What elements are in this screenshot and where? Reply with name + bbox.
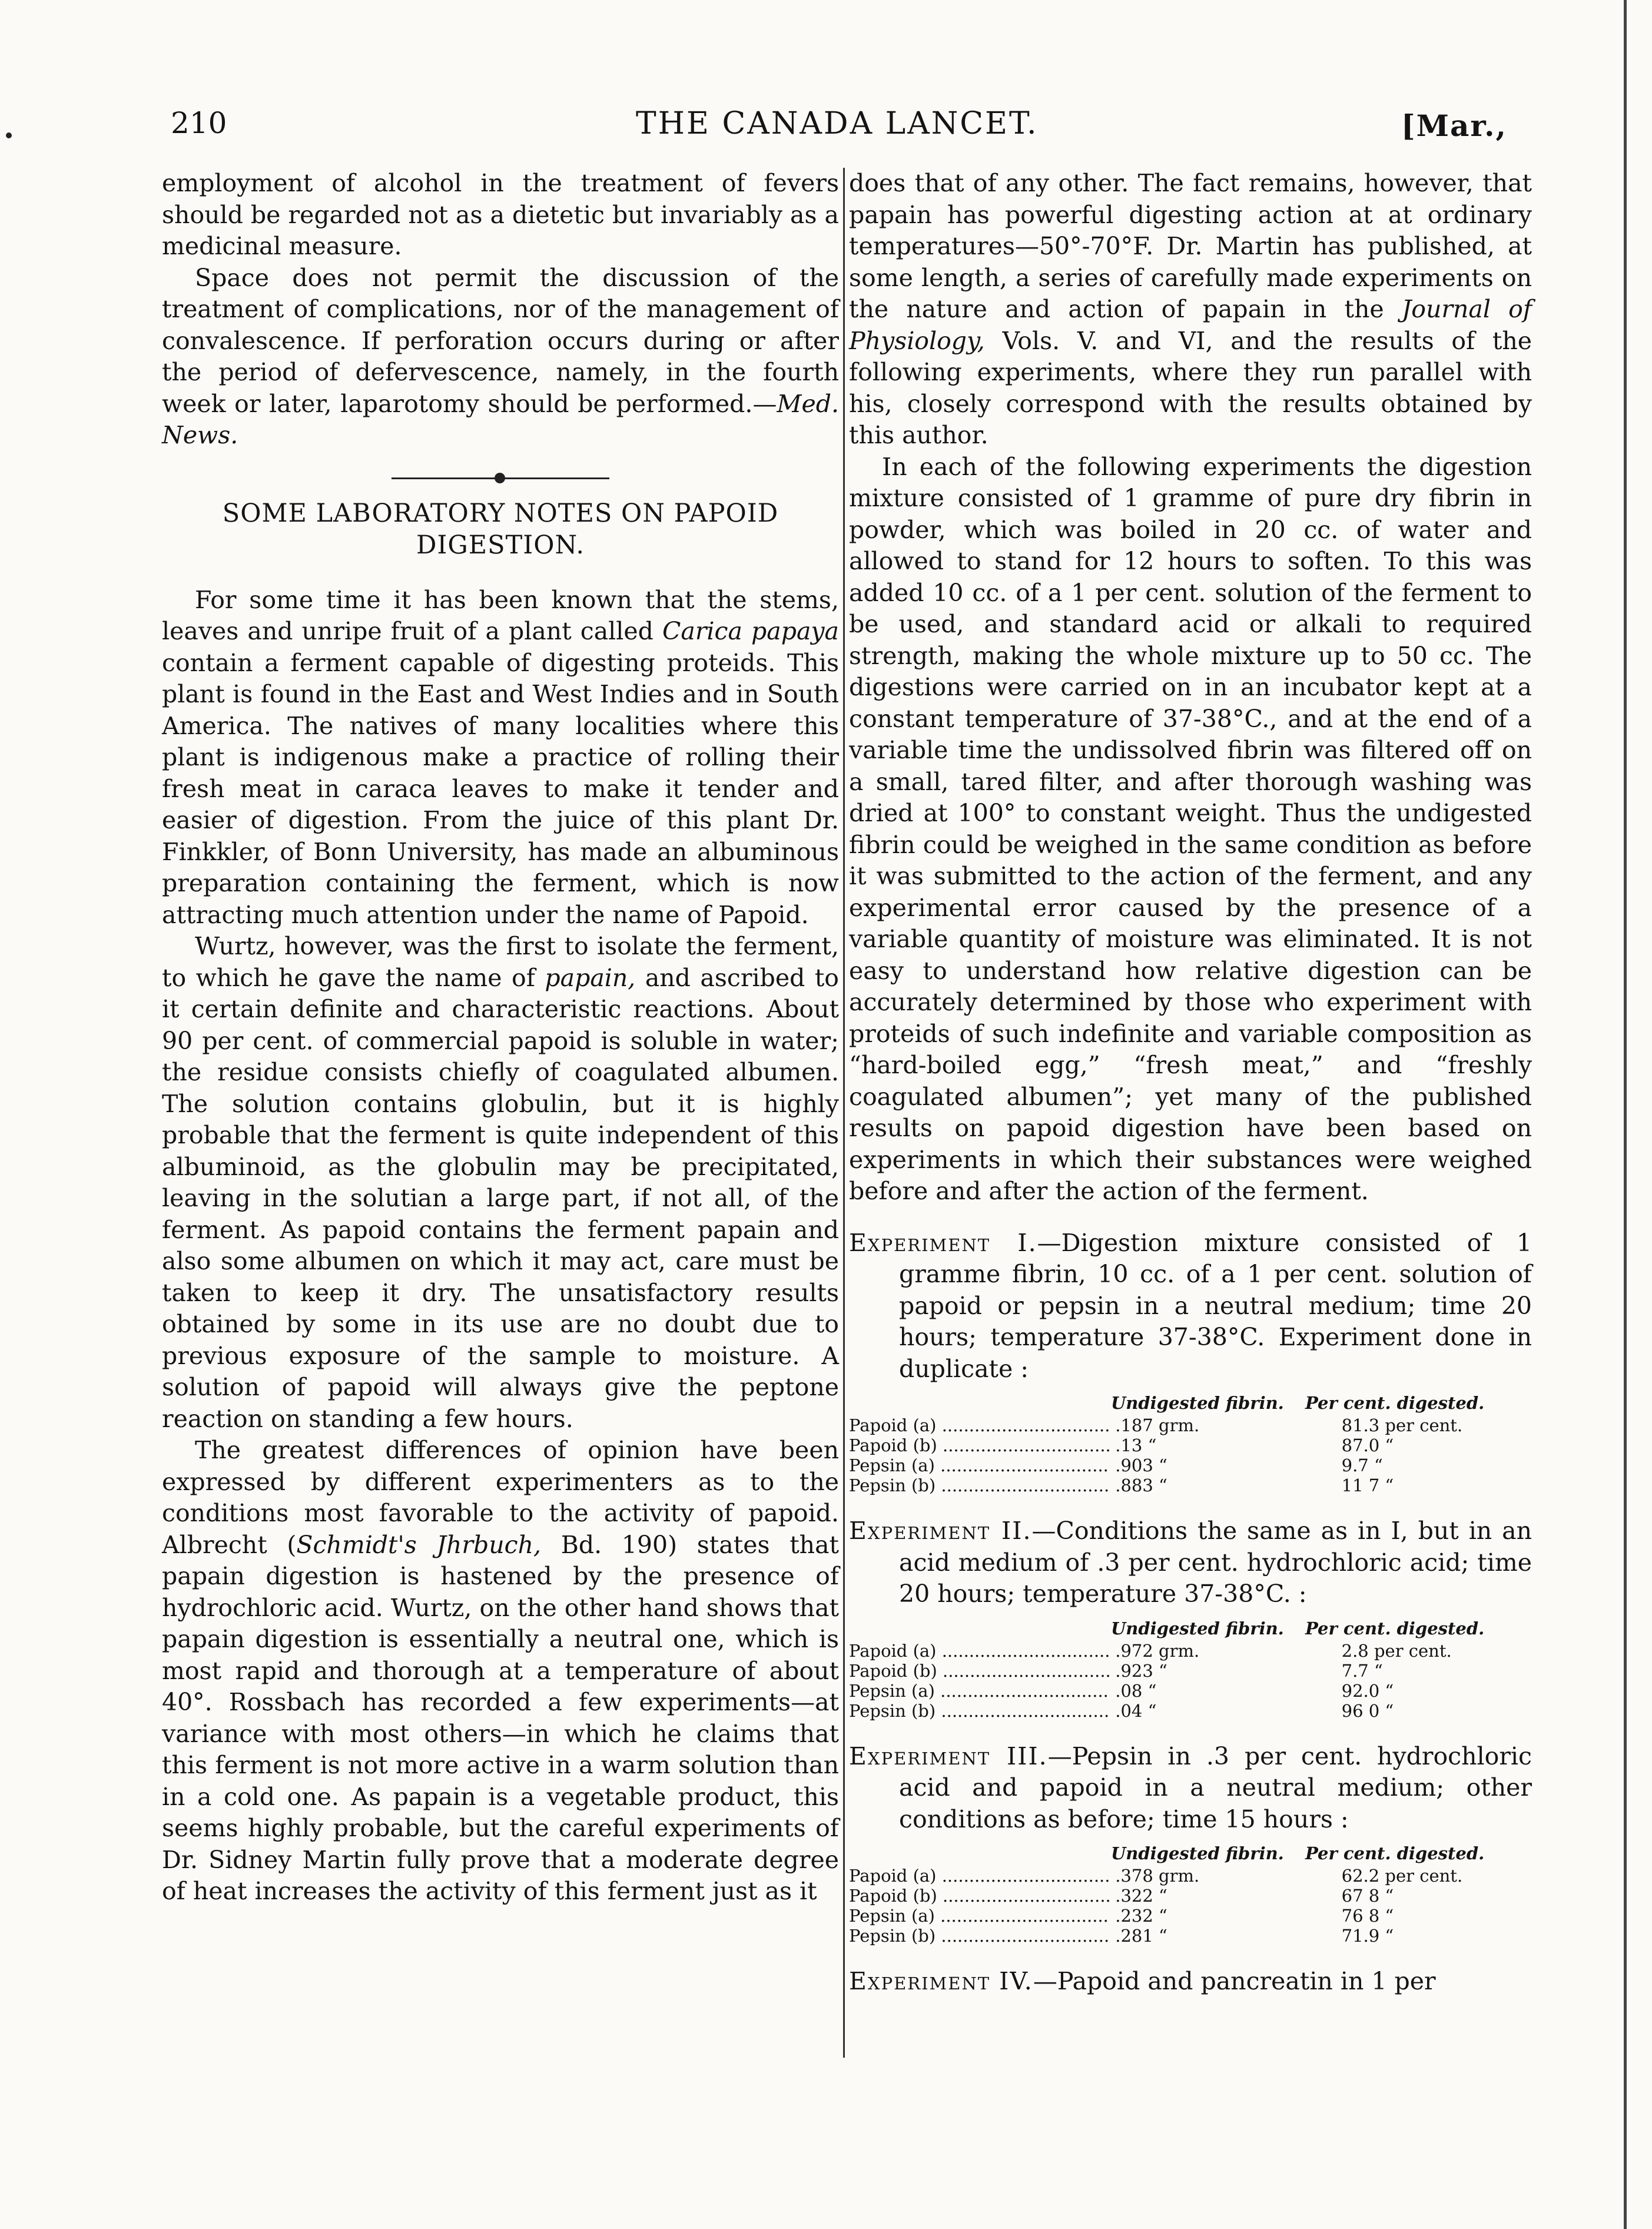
page-edge-rule	[1624, 0, 1627, 2229]
article-heading: SOME LABORATORY NOTES ON PAPOID DIGESTION.	[222, 498, 779, 560]
issue-month: [Mar.,	[1401, 108, 1507, 143]
ornamental-rule	[162, 466, 839, 489]
table-row: Papoid (b) ..... .13 “ 87.0 “	[849, 1435, 1532, 1455]
results-table	[849, 1393, 1532, 1495]
table-row: Pepsin (b) ..... .04 “ 96 0 “	[849, 1701, 1532, 1721]
table-row: Pepsin (b) ..... .883 “ 11 7 “	[849, 1475, 1532, 1495]
table-header: Undigested fibrin. Per cent. digested.	[1111, 1618, 1485, 1638]
column-divider	[843, 168, 845, 2058]
table-header: Undigested fibrin. Per cent. digested.	[1111, 1843, 1485, 1863]
experiment-heading: Experiment III.—Pepsin in .3 per cent. hydrochloric acid and papoid in a neutral medium; other conditions as before; time 15 hours :	[849, 1742, 1532, 1833]
results-table	[849, 1618, 1532, 1721]
table-header: Undigested fibrin. Per cent. digested.	[1111, 1393, 1485, 1413]
page-number: 210	[171, 106, 227, 140]
experiment-heading: Experiment II.—Conditions the same as in I, but in an acid medium of .3 per cent. hydrochloric acid; time 20 hours; temperature 37-38°C. :	[849, 1517, 1532, 1608]
paragraph: Wurtz, however, was the first to isolate the ferment, to which he gave the name of papain, and ascribed to it certain definite and characteristic reactions. About 90 per cent. of commercial papoid is soluble in water; the residue consists chiefly of coagulated albumen. The solution contains globulin, but it is highly probable that the ferment is quite independent of this albuminoid, as the globulin may be precipitated, leaving in the solutian a large part, if not all, of the ferment. As papoid contains the ferment papain and also some albumen on which it may act, care must be taken to keep it dry. The unsatisfactory results obtained by some in its use are no doubt due to previous exposure of the sample to moisture. A solution of papoid will always give the peptone reaction on standing a few hours.	[162, 932, 839, 1433]
paragraph: For some time it has been known that the stems, leaves and unripe fruit of a plant called Carica papaya contain a ferment capable of digesting proteids. This plant is found in the East and West Indies and in South America. The natives of many localities where this plant is indigenous make a practice of rolling their fresh meat in caraca leaves to make it tender and easier of digestion. From the juice of this plant Dr. Finkkler, of Bonn University, has made an albuminous preparation containing the ferment, which is now attracting much attention under the name of Papoid.	[162, 585, 840, 929]
table-row: Pepsin (b) ..... .281 “ 71.9 “	[849, 1926, 1532, 1946]
paragraph: Space does not permit the discussion of the treatment of complications, nor of the management of convalescence. If perforation occurs during or after the period of defervescence, namely, in the fourth week or later, laparotomy should be performed.—Med. News.	[162, 263, 839, 449]
table-row: Papoid (b) ..... .322 “ 67 8 “	[849, 1886, 1532, 1906]
paragraph: The greatest differences of opinion have been expressed by different experimenters as to the conditions most favorable to the activity of papoid. Albrecht (Schmidt's Jhrbuch, Bd. 190) states that papain digestion is hastened by the presence of hydrochloric acid. Wurtz, on the other hand shows that papain digestion is essentially a neutral one, which is most rapid and thorough at a temperature of about 40°. Rossbach has recorded a few experiments—at variance with most others—in which he claims that this ferment is not more active in a warm solution than in a cold one. As papain is a vegetable product, this seems highly probable, but the careful experiments of Dr. Sidney Martin fully prove that a moderate degree of heat increases the activity of this ferment just as it	[162, 1436, 839, 1905]
journal-title: THE CANADA LANCET.	[636, 106, 1039, 141]
paragraph: employment of alcohol in the treatment of fevers should be regarded not as a dietetic but invariably as a medicinal measure.	[162, 169, 839, 260]
table-row: Pepsin (a) ..... .232 “ 76 8 “	[849, 1906, 1532, 1926]
table-row: Pepsin (a) ..... .903 “ 9.7 “	[849, 1455, 1532, 1475]
table-row: Papoid (b) ..... .923 “ 7.7 “	[849, 1661, 1532, 1681]
running-header	[0, 106, 1652, 153]
experiment-heading: Experiment I.—Digestion mixture consisted of 1 gramme fibrin, 10 cc. of a 1 per cent. solution of papoid or pepsin in a neutral medium; time 20 hours; temperature 37-38°C. Experiment done in duplicate :	[849, 1228, 1532, 1383]
experiment-heading: Experiment IV.—Papoid and pancreatin in 1 per	[849, 1967, 1436, 1995]
left-column	[162, 168, 839, 1908]
table-row: Papoid (a) ..... .187 grm. 81.3 per cent.	[849, 1415, 1532, 1435]
paragraph: In each of the following experiments the digestion mixture consisted of 1 gramme of pure dry fibrin in powder, which was boiled in 20 cc. of water and allowed to stand for 12 hours to soften. To this was added 10 cc. of a 1 per cent. solution of the ferment to be used, and standard acid or alkali to required strength, making the whole mixture up to 50 cc. The digestions were carried on in an incubator kept at a constant temperature of 37-38°C., and at the end of a variable time the undissolved fibrin was filtered off on a small, tared filter, and after thorough washing was dried at 100° to constant weight. Thus the undigested fibrin could be weighed in the same condition as before it was submitted to the action of the ferment, and any experimental error caused by the presence of a variable quantity of moisture was eliminated. It is not easy to understand how relative digestion can be accurately determined by those who experiment with proteids of such indefinite and variable composition as “hard-boiled egg,” “fresh meat,” and “freshly coagulated albumen”; yet many of the published results on papoid digestion have been based on experiments in which their substances were weighed before and after the action of the ferment.	[849, 452, 1532, 1205]
paragraph: does that of any other. The fact remains, however, that papain has powerful digesting action at at ordinary temperatures—50°-70°F. Dr. Martin has published, at some length, a series of carefully made experiments on the nature and action of papain in the Journal of Physiology, Vols. V. and VI, and the results of the following experiments, where they run parallel with his, closely correspond with the results obtained by this author.	[849, 169, 1532, 449]
table-row: Papoid (a) ..... .972 grm. 2.8 per cent.	[849, 1641, 1532, 1661]
table-row: Pepsin (a) ..... .08 “ 92.0 “	[849, 1681, 1532, 1701]
right-column	[849, 168, 1532, 2005]
results-table	[849, 1843, 1532, 1946]
table-row: Papoid (a) ..... .378 grm. 62.2 per cent.	[849, 1866, 1532, 1886]
